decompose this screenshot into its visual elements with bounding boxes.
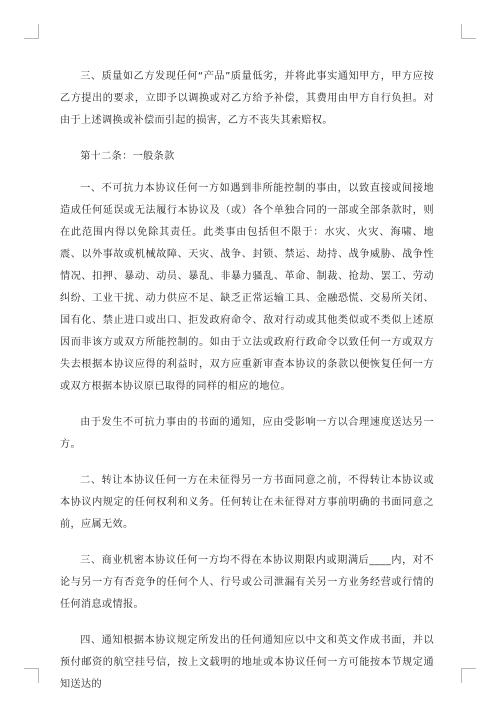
confidentiality-paragraph: 三、商业机密本协议任何一方均不得在本协议期限内或期满后____内，对不论与另一方有否竞争的任何个人、行号或公司泄漏有关另一方业务经营或行情的任何消息或情报。	[60, 555, 434, 610]
crop-mark-top-right	[461, 24, 476, 39]
crop-mark-bottom-right	[461, 668, 476, 683]
force-majeure-paragraph: 一、不可抗力本协议任何一方如遇到非所能控制的事由，以致直接或间接地造成任何延误或无法履行本协议及（或）各个单独合同的一部或全部条款时，则在此范围内得以免除其责任。此类事由包括但不限于：水灾、火灾、海啸、地震、以外事故或机械故障、天灾、战争、封锁、禁运、劫持、战争威胁、战争性情况、扣押、暴动、动员、暴乱、非暴力骚乱、革命、制裁、抢劫、罢工、劳动纠纷、工业干扰、动力供应不足、缺乏正常运输工具、金融恐慌、交易所关闭、国有化、禁止进口或出口、拒发政府命令、敌对行动或其他类似或不类似上述原因而非该方或双方所能控制的。如由于立法或政府行政命令以致任何一方或双方失去根据本协议应得的利益时，双方应重新审查本协议的条款以便恢复任何一方或双方根据本协议原已取得的同样的相应的地位。	[60, 183, 434, 392]
crop-mark-bottom-left	[24, 668, 39, 683]
document-body	[60, 66, 434, 710]
assignment-paragraph: 二、转让本协议任何一方在未征得另一方书面同意之前，不得转让本协议或本协议内规定的任何权利和义务。任何转让在未征得对方事前明确的书面同意之前，应属无效。	[60, 475, 434, 530]
article-12-heading: 第十二条：一般条款	[80, 151, 175, 162]
crop-mark-top-left	[24, 24, 39, 39]
clause-quality-paragraph: 三、质量如乙方发现任何“产品”质量低劣，并将此事实通知甲方，甲方应按乙方提出的要求，立即予以调换或对乙方给予补偿，其费用由甲方自行负担。对由于上述调换或补偿而引起的损害，乙方不丧失其索赔权。	[60, 71, 434, 126]
notice-paragraph: 四、通知根据本协议规定所发出的任何通知应以中文和英文作成书面，并以预付邮资的航空挂号信，按上文载明的地址或本协议任何一方可能按本节规定通知送达的	[60, 635, 434, 690]
force-majeure-notice-paragraph: 由于发生不可抗力事由的书面的通知，应由受影响一方以合理速度送达另一方。	[60, 417, 434, 450]
